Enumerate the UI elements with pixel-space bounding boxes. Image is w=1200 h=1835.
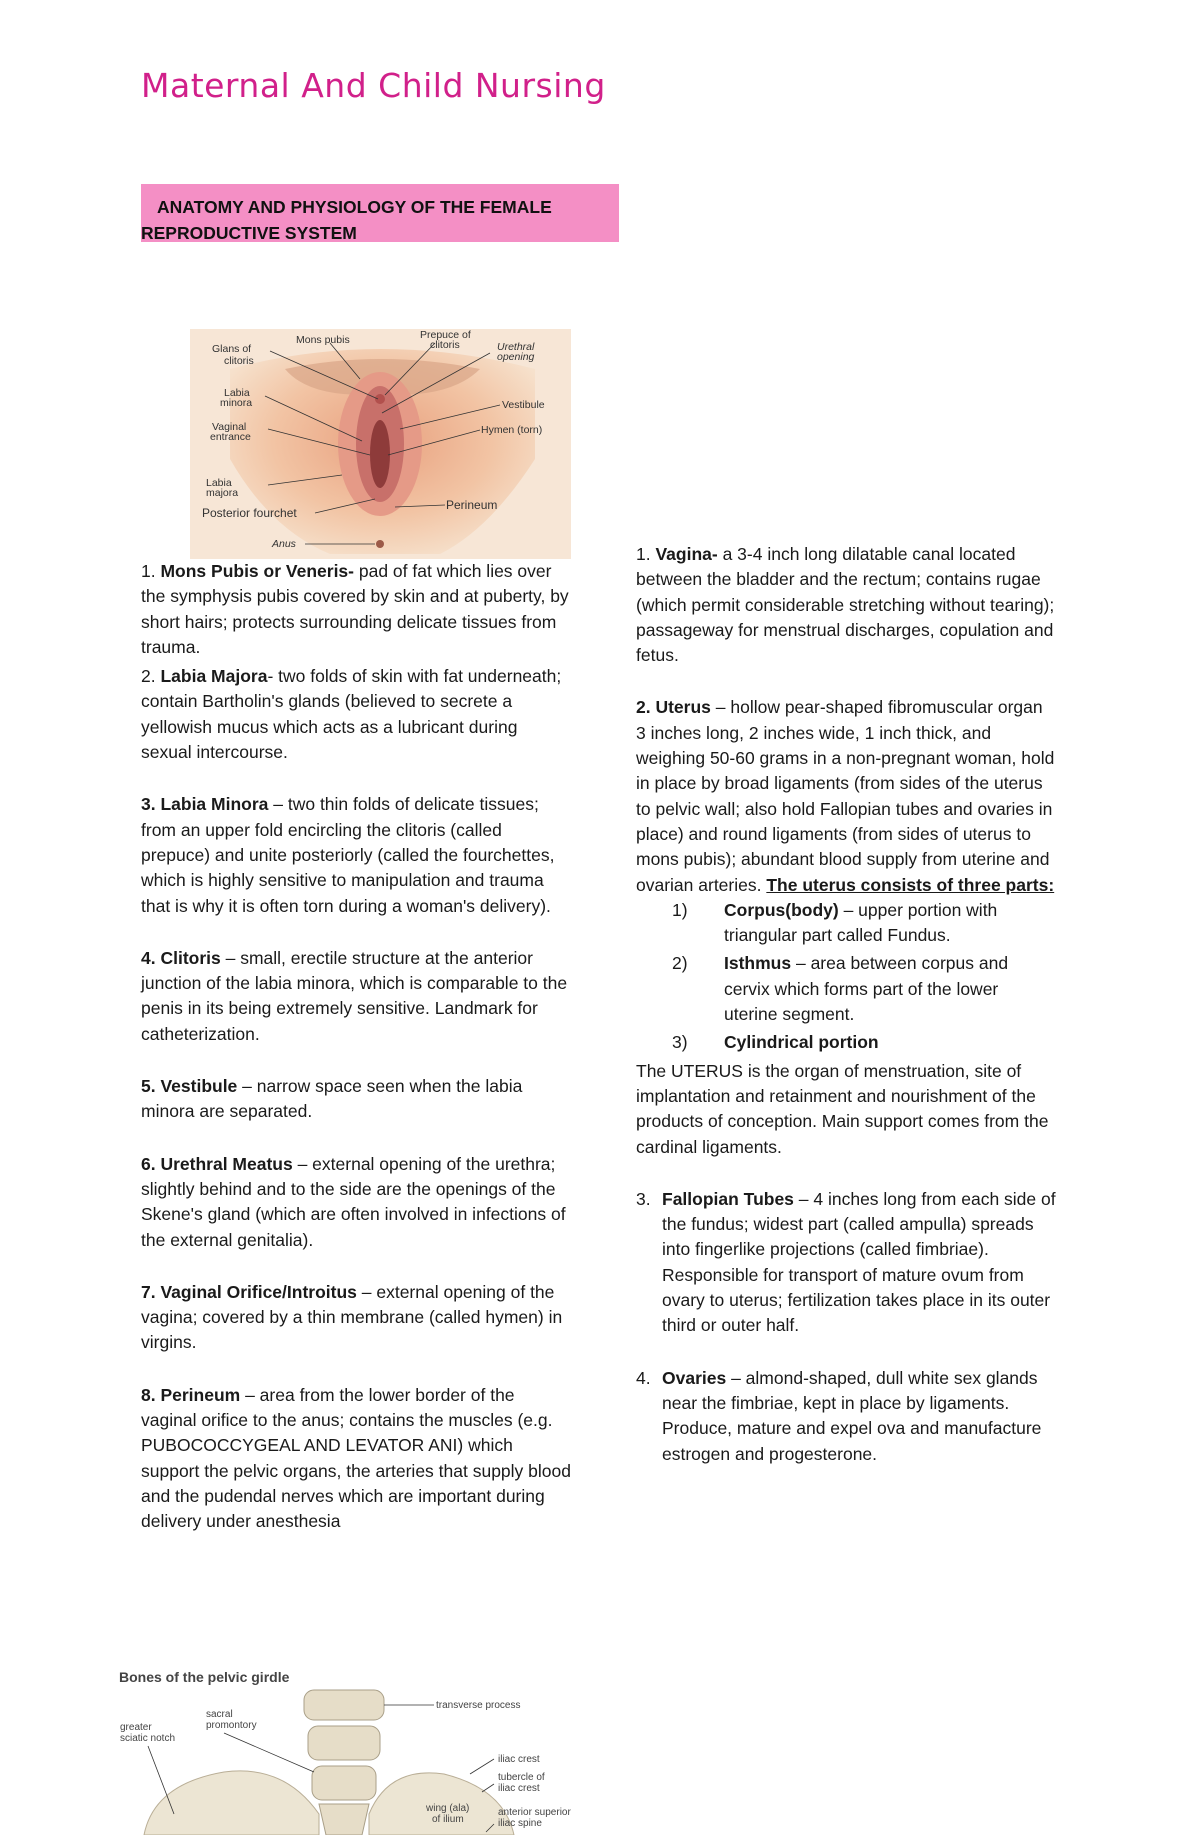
label-vaginal: Vaginal [212, 421, 247, 433]
uterus-parts-heading: The uterus consists of three parts: [766, 874, 1055, 895]
list-item: 2) Isthmus – area between corpus and cervix which forms part of the lower uterine segment. [672, 953, 1009, 1025]
banner-line-2: REPRODUCTIVE SYSTEM [141, 223, 357, 243]
fallopian-tubes-item: 3. Fallopian Tubes – 4 inches long from each side of the fundus; widest part (called ampulla) spreads into fingerlike projections (called fimbriae). Responsible for transport of mature ovum from ovary to uterus; fertilization takes place in its outer third or outer half. [636, 1188, 1056, 1336]
pelvic-girdle-figure [114, 1664, 644, 1835]
list-item: 3) Cylindrical portion [672, 1032, 879, 1053]
list-item: 5. Vestibule – narrow space seen when the labia minora are separated. [141, 1076, 523, 1122]
label-labia-majora: Labia [206, 477, 232, 489]
label-tubercle-2: iliac crest [498, 1783, 540, 1794]
list-item: 3. Labia Minora – two thin folds of delicate tissues; from an upper fold encircling the clitoris (called prepuce) and unite posteriorly (called the fourchettes, which is highly sensitive to manipulation and trauma that is why it is often torn during a woman's delivery). [141, 794, 555, 916]
label-urethral: Urethral [497, 341, 535, 353]
list-item: 4. Clitoris – small, erectile structure at the anterior junction of the labia minora, which is comparable to the penis in its being extremely sensitive. Landmark for catheterization. [141, 947, 568, 1044]
label-fourchet: Posterior fourchet [202, 506, 297, 520]
label-wing-2: of ilium [432, 1814, 464, 1825]
label-greater: greater [120, 1722, 152, 1733]
banner-line-1: ANATOMY AND PHYSIOLOGY OF THE FEMALE [157, 197, 552, 217]
label-labia-majora-2: majora [206, 487, 239, 499]
label-anus: Anus [272, 538, 296, 550]
label-vestibule: Vestibule [502, 399, 545, 411]
figure2-title: Bones of the pelvic girdle [119, 1669, 290, 1685]
label-tubercle: tubercle of [498, 1772, 545, 1783]
list-item: 7. Vaginal Orifice/Introitus – external opening of the vagina; covered by a thin membrane (called hymen) in virgins. [141, 1281, 563, 1353]
label-glans: Glans of [212, 343, 252, 355]
label-greater-2: sciatic notch [120, 1733, 176, 1744]
uterus-item: 2. Uterus – hollow pear-shaped fibromuscular organ 3 inches long, 2 inches wide, 1 inch thick, and weighing 50-60 grams in a non-pregnant woman, hold in place by broad ligaments (from sides of the uterus to pelvic wall; also hold Fallopian tubes and ovaries in place) and round ligaments (from sides of uterus to mons pubis); abundant blood supply from uterine and ovarian arteries. The uterus consists of three parts: [636, 697, 1055, 895]
vaginal-entrance-shape [370, 420, 390, 488]
list-item: 1) Corpus(body) – upper portion with triangular part called Fundus. [672, 899, 998, 946]
label-labia-minora-2: minora [220, 397, 253, 409]
label-sacral-2: promontory [206, 1720, 257, 1731]
list-item: 6. Urethral Meatus – external opening of the urethra; slightly behind and to the side are the openings of the Skene's gland (which are often involved in infections of the external genitalia). [141, 1153, 566, 1250]
label-glans-2: clitoris [224, 355, 254, 367]
label-wing: wing (ala) [426, 1803, 470, 1814]
vagina-item: 1. Vagina- a 3-4 inch long dilatable canal located between the bladder and the rectum; contains rugae (which permit considerable stretching without tearing); passageway for menstrual discharges, copulation and fetus. [636, 544, 1055, 666]
label-prepuce-2: clitoris [430, 339, 460, 351]
clitoris-shape [375, 394, 385, 404]
label-anterior: anterior superior [498, 1807, 571, 1818]
label-prepuce: Prepuce of [420, 329, 471, 341]
uterus-parts-list [636, 898, 1056, 1056]
section-banner [141, 184, 619, 242]
label-sacral: sacral [206, 1709, 233, 1720]
ovaries-item: 4. Ovaries – almond-shaped, dull white sex glands near the fimbriae, kept in place by ligaments. Produce, mature and expel ova and manufacture estrogen and progesterone. [636, 1367, 1042, 1464]
label-anterior-2: iliac spine [498, 1818, 542, 1829]
page-title: Maternal And Child Nursing [141, 66, 606, 105]
external-structures-list [141, 559, 571, 1535]
anus-shape [376, 540, 384, 548]
internal-structures-list [636, 542, 1056, 1467]
label-transverse: transverse process [436, 1700, 521, 1711]
list-item: 1. Mons Pubis or Veneris- pad of fat which lies over the symphysis pubis covered by skin and at puberty, by short hairs; protects surrounding delicate tissues from trauma. [141, 561, 569, 657]
label-mons: Mons pubis [296, 334, 350, 346]
label-iliac-crest: iliac crest [498, 1754, 540, 1765]
label-labia-minora: Labia [224, 387, 250, 399]
list-item: 2. Labia Majora- two folds of skin with fat underneath; contain Bartholin's glands (believed to secrete a yellowish mucus which acts as a lubricant during sexual intercourse. [141, 666, 562, 763]
uterus-note: The UTERUS is the organ of menstruation, site of implantation and retainment and nourishment of the products of conception. Main support comes from the cardinal ligaments. [636, 1060, 1049, 1157]
list-item: 8. Perineum – area from the lower border of the vaginal orifice to the anus; contains the muscles (e.g. PUBOCOCCYGEAL AND LEVATOR ANI) which support the pelvic organs, the arteries that supply blood and the pudendal nerves which are important during delivery under anesthesia [141, 1384, 571, 1532]
label-hymen: Hymen (torn) [481, 424, 543, 436]
label-vaginal-2: entrance [210, 431, 251, 443]
label-urethral-2: opening [497, 351, 535, 363]
label-perineum: Perineum [446, 498, 498, 512]
external-genitalia-figure [190, 329, 571, 559]
